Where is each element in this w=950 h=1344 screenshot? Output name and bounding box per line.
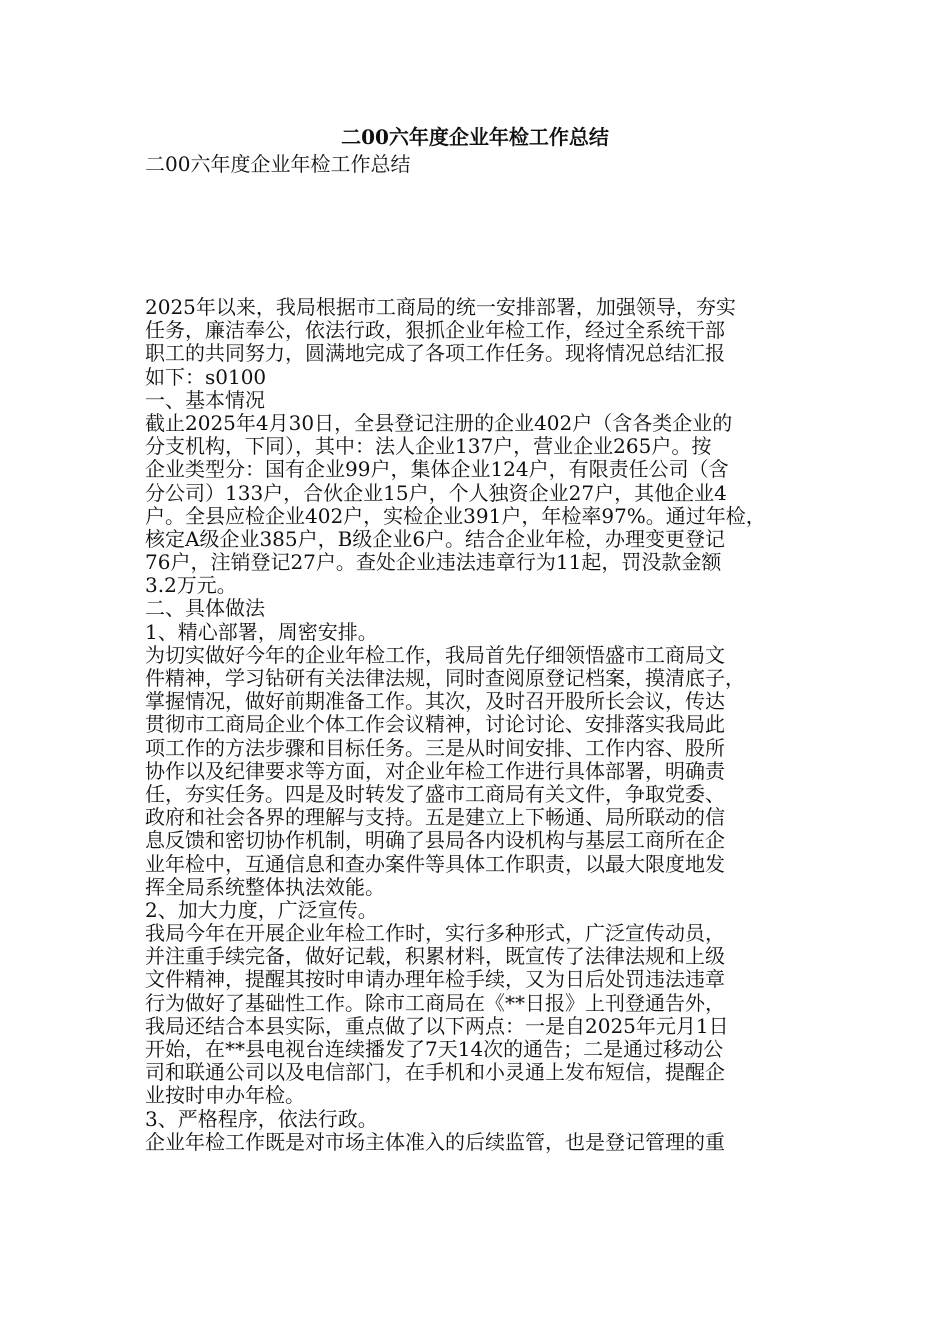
document-body	[145, 296, 825, 1154]
body-line: 息反馈和密切协作机制，明确了县局各内设机构与基层工商所在企	[145, 828, 725, 853]
body-line: 掌握情况，做好前期准备工作。其次，及时召开股所长会议，传达	[145, 689, 725, 714]
body-line: 企业年检工作既是对市场主体准入的后续监管，也是登记管理的重	[145, 1129, 725, 1154]
body-line: 业年检中，互通信息和查办案件等具体工作职责，以最大限度地发	[145, 851, 725, 876]
body-line: 政府和社会各界的理解与支持。五是建立上下畅通、局所联动的信	[145, 805, 725, 830]
body-line: 3、严格程序，依法行政。	[145, 1106, 378, 1131]
body-line: 任，夯实任务。四是及时转发了盛市工商局有关文件，争取党委、	[145, 781, 725, 806]
body-line: 我局还结合本县实际，重点做了以下两点：一是自2025年元月1日	[145, 1013, 729, 1038]
body-line: 贯彻市工商局企业个体工作会议精神，讨论讨论、安排落实我局此	[145, 712, 725, 737]
body-line: 2、加大力度，广泛宣传。	[145, 897, 378, 922]
body-line: 2025年以来，我局根据市工商局的统一安排部署，加强领导，夯实	[145, 295, 736, 319]
body-line: 业按时申办年检。	[145, 1083, 305, 1108]
body-line: 企业类型分：国有企业99户，集体企业124户，有限责任公司（含	[145, 457, 729, 482]
body-line: 3.2万元。	[145, 573, 237, 598]
body-line: 行为做好了基础性工作。除市工商局在《**日报》上刊登通告外，	[145, 990, 725, 1015]
body-line: 司和联通公司以及电信部门，在手机和小灵通上发布短信，提醒企	[145, 1060, 725, 1085]
body-line: 开始，在**县电视台连续播发了7天14次的通告；二是通过移动公	[145, 1037, 724, 1061]
body-line: 文件精神，提醒其按时申请办理年检手续，又为日后处罚违法违章	[145, 967, 725, 992]
body-line: 为切实做好今年的企业年检工作，我局首先仔细领悟盛市工商局文	[145, 642, 725, 667]
body-line: 如下：s0100	[145, 364, 267, 389]
body-line: 件精神，学习钻研有关法律法规，同时查阅原登记档案，摸清底子，	[145, 666, 745, 690]
body-line: 核定A级企业385户，B级企业6户。结合企业年检，办理变更登记	[145, 526, 726, 551]
body-line: 1、精心部署，周密安排。	[145, 619, 378, 644]
body-line: 户。全县应检企业402户，实检企业391户，年检率97%。通过年检，	[145, 503, 766, 528]
body-line: 分支机构，下同），其中：法人企业137户，营业企业265户。按	[145, 434, 712, 459]
document-title: 二00六年度企业年检工作总结	[341, 125, 609, 149]
body-line: 挥全局系统整体执法效能。	[145, 874, 385, 899]
body-line: 截止2025年4月30日，全县登记注册的企业402户（含各类企业的	[145, 410, 733, 435]
body-line: 并注重手续完备，做好记载，积累材料，既宣传了法律法规和上级	[145, 944, 725, 969]
body-line: 一、基本情况	[145, 387, 265, 412]
body-line: 分公司）133户，合伙企业15户，个人独资企业27户，其他企业4	[145, 480, 727, 505]
body-line: 项工作的方法步骤和目标任务。三是从时间安排、工作内容、股所	[145, 735, 725, 760]
body-line: 协作以及纪律要求等方面，对企业年检工作进行具体部署，明确责	[145, 758, 725, 783]
body-line: 我局今年在开展企业年检工作时，实行多种形式，广泛宣传动员，	[145, 921, 725, 946]
document-subtitle: 二00六年度企业年检工作总结	[145, 152, 411, 176]
body-line: 二、具体做法	[145, 596, 265, 621]
body-line: 任务，廉洁奉公，依法行政，狠抓企业年检工作，经过全系统干部	[145, 318, 725, 343]
body-line: 76户，注销登记27户。查处企业违法违章行为11起，罚没款金额	[145, 550, 722, 575]
body-line: 职工的共同努力，圆满地完成了各项工作任务。现将情况总结汇报	[145, 341, 725, 366]
